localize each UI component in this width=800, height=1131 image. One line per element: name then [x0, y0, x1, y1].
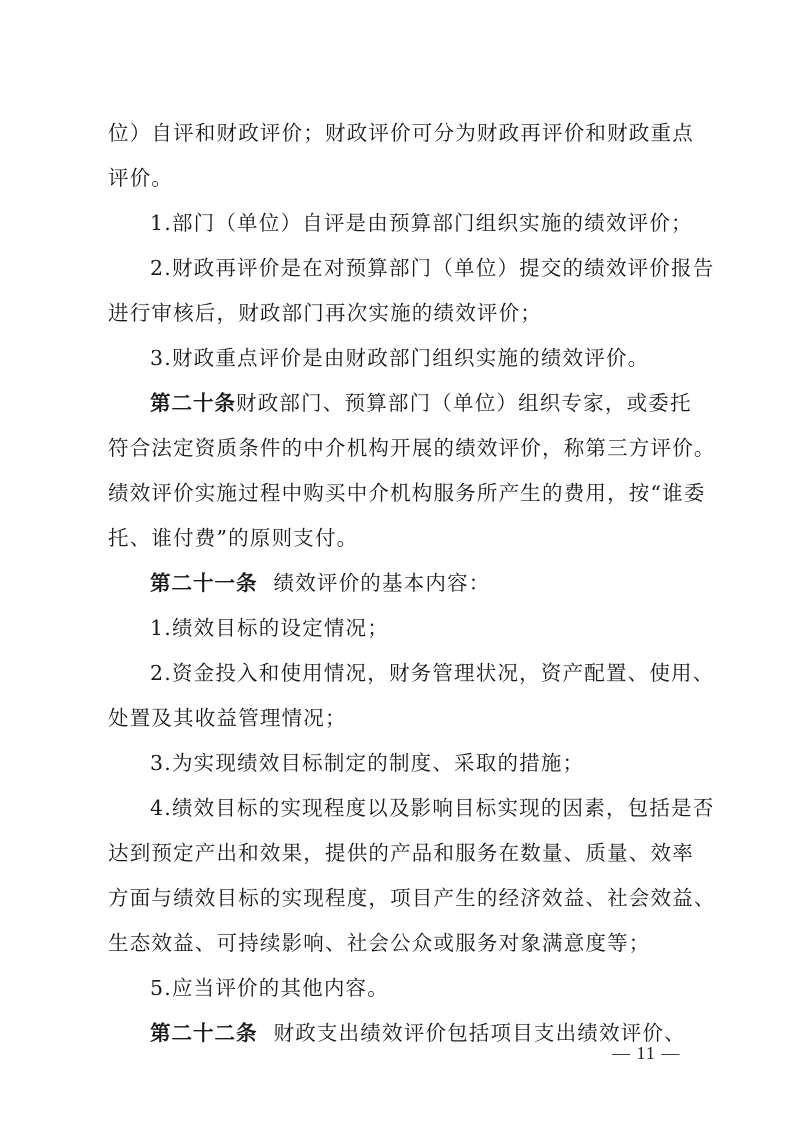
paragraph-line [108, 883, 716, 913]
line-text: 2.资金投入和使用情况，财务管理状况，资产配置、使用、 [150, 661, 715, 685]
line-text: 达到预定产出和效果，提供的产品和服务在数量、质量、效率 [108, 841, 694, 865]
line-text: 处置及其收益管理情况； [108, 706, 347, 730]
line-text: 3.财政重点评价是由财政部门组织实施的绩效评价。 [150, 346, 650, 370]
line-text: 5.应当评价的其他内容。 [150, 976, 389, 1000]
list-item [150, 253, 740, 283]
list-item [150, 658, 740, 688]
line-text: 符合法定资质条件的中介机构开展的绩效评价，称第三方评价。 [108, 436, 716, 460]
article-heading-line [150, 388, 740, 418]
line-text: 1.部门（单位）自评是由预算部门组织实施的绩效评价； [150, 211, 693, 235]
line-text: 绩效评价实施过程中购买中介机构服务所产生的费用，按“谁委 [108, 481, 706, 505]
paragraph-line [108, 703, 698, 733]
line-text: 评价。 [108, 166, 174, 190]
line-text: 绩效评价的基本内容： [273, 571, 491, 595]
article-number: 第二十二条 [150, 1021, 258, 1045]
list-item [150, 973, 740, 1003]
line-text: 财政部门、预算部门（单位）组织专家，或委托 [236, 391, 692, 415]
list-item [150, 748, 740, 778]
list-item [150, 208, 740, 238]
list-item [150, 793, 740, 823]
page-number: — 11 — [612, 1043, 681, 1063]
line-text: 1.绩效目标的设定情况； [150, 616, 389, 640]
line-text: 2.财政再评价是在对预算部门（单位）提交的绩效评价报告 [150, 256, 715, 280]
line-text: 方面与绩效目标的实现程度，项目产生的经济效益、社会效益、 [108, 886, 716, 910]
line-text: 财政支出绩效评价包括项目支出绩效评价、 [273, 1021, 686, 1045]
paragraph-line [108, 298, 698, 328]
line-text: 位）自评和财政评价；财政评价可分为财政再评价和财政重点 [108, 121, 694, 145]
article-number: 第二十一条 [150, 571, 258, 595]
paragraph-line [108, 163, 698, 193]
paragraph-line [108, 478, 706, 508]
paragraph-line [108, 433, 716, 463]
line-text: 生态效益、可持续影响、社会公众或服务对象满意度等； [108, 931, 651, 955]
article-heading-line [150, 568, 740, 598]
line-text: 3.为实现绩效目标制定的制度、采取的措施； [150, 751, 585, 775]
line-text: 托、谁付费”的原则支付。 [108, 526, 359, 550]
article-number: 第二十条 [150, 391, 236, 415]
paragraph-line [108, 838, 698, 868]
list-item [150, 343, 740, 373]
paragraph-line [108, 928, 698, 958]
paragraph-line [108, 523, 698, 553]
line-text: 进行审核后，财政部门再次实施的绩效评价； [108, 301, 542, 325]
line-text: 4.绩效目标的实现程度以及影响目标实现的因素，包括是否 [150, 796, 715, 820]
list-item [150, 613, 740, 643]
paragraph-line [108, 118, 698, 148]
